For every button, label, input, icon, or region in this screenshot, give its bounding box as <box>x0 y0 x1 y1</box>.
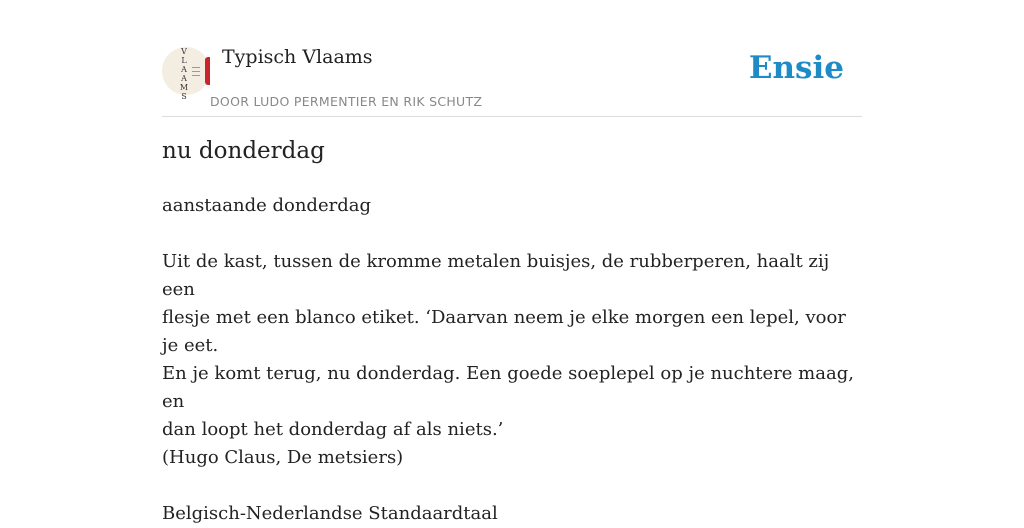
dictionary-title[interactable]: Typisch Vlaams <box>222 46 373 68</box>
dictionary-logo[interactable] <box>162 47 210 101</box>
logo-lines <box>192 67 200 79</box>
logo-red-bar <box>205 57 210 85</box>
logo-lettering: V L A A M S <box>179 47 189 101</box>
ensie-brand-logo[interactable]: Ensie <box>748 50 844 86</box>
spacer <box>162 472 862 500</box>
quote-line: flesje met een blanco etiket. ‘Daarvan neem je elke morgen een lepel, voor je eet. <box>162 307 846 356</box>
entry-register: Belgisch-Nederlandse Standaardtaal <box>162 503 498 524</box>
quote-line: En je komt terug, nu donderdag. Een goede soeplepel op je nuchtere maag, en <box>162 363 854 412</box>
entry-headword: nu donderdag <box>162 138 325 164</box>
quote-source: (Hugo Claus, De metsiers) <box>162 447 404 468</box>
quote-line: Uit de kast, tussen de kromme metalen buisjes, de rubberperen, haalt zij een <box>162 251 830 300</box>
quote-line: dan loopt het donderdag af als niets.’ <box>162 419 504 440</box>
page-container <box>162 0 862 524</box>
entry-body <box>162 192 862 528</box>
dictionary-header <box>162 44 862 117</box>
spacer <box>162 220 862 248</box>
dictionary-authors: DOOR LUDO PERMENTIER EN RIK SCHUTZ <box>210 94 483 109</box>
entry-definition: aanstaande donderdag <box>162 195 371 216</box>
